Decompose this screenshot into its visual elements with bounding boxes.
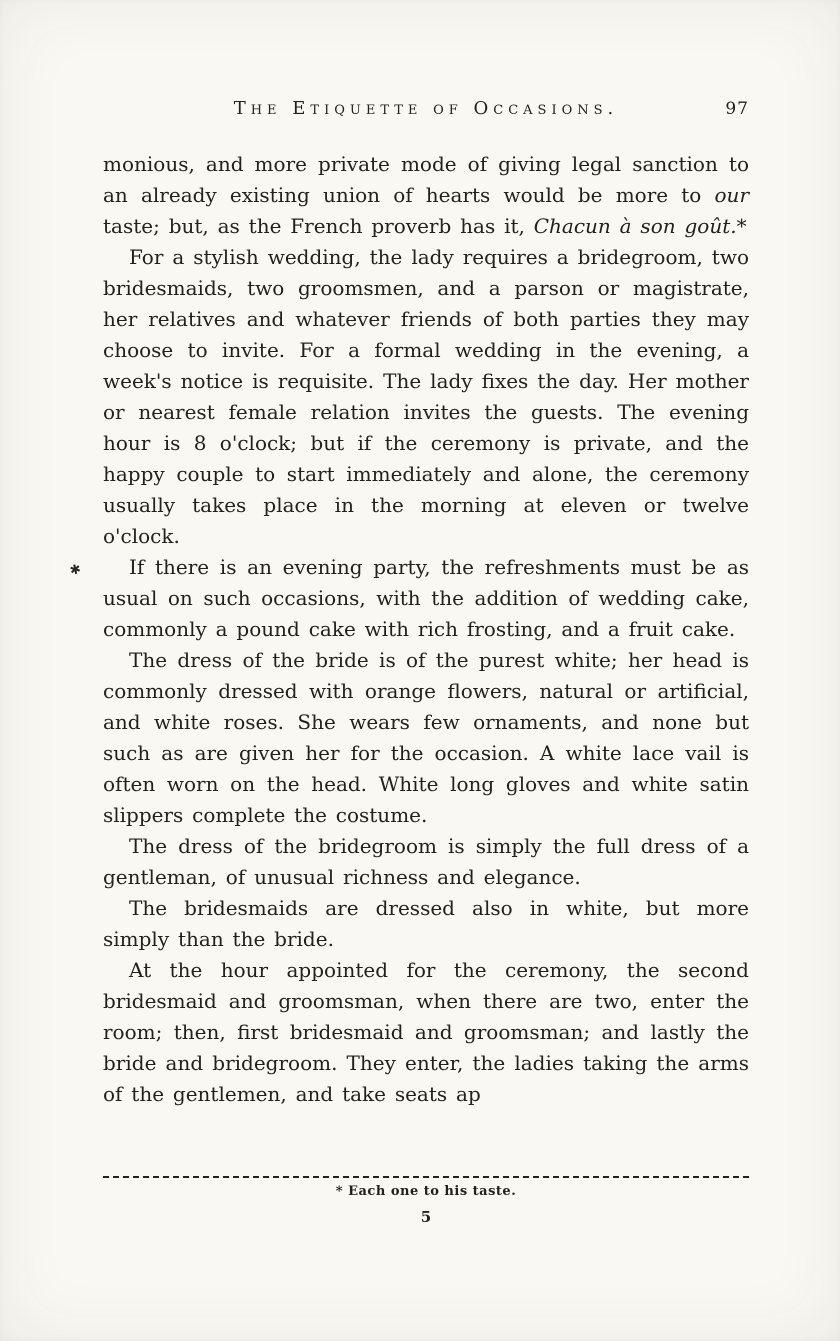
paragraph bbox=[103, 955, 749, 1110]
page-footer bbox=[103, 1176, 749, 1226]
body-text: monious, and more private mode of giving legal sanction to an already existing union of hearts would be more to bbox=[103, 152, 749, 207]
body-paragraphs bbox=[103, 149, 749, 1110]
signature-mark: 5 bbox=[420, 1208, 432, 1226]
margin-ink-mark: ✱ bbox=[68, 562, 83, 579]
running-header bbox=[103, 98, 749, 124]
italic-text: Chacun à son goût.* bbox=[533, 214, 747, 238]
text-column bbox=[103, 98, 749, 1110]
body-text: The dress of the bridegroom is simply the full dress of a gentleman, of unusual richness and elegance. bbox=[103, 834, 749, 889]
paragraph bbox=[103, 831, 749, 893]
paragraph bbox=[103, 242, 749, 552]
footnote-rule bbox=[103, 1176, 749, 1178]
body-text: The dress of the bride is of the purest white; her head is commonly dressed with orange flowers, natural or artificial, and white roses. She wears few ornaments, and none but such as are given her for the occasion. A white lace vail is often worn on the head. White long gloves and white satin slippers complete the costume. bbox=[103, 648, 749, 827]
paragraph bbox=[103, 893, 749, 955]
paragraph bbox=[103, 149, 749, 242]
paragraph bbox=[103, 552, 749, 645]
page-number: 97 bbox=[725, 99, 749, 119]
body-text: If there is an evening party, the refreshments must be as usual on such occasions, with the addition of wedding cake, commonly a pound cake with rich frosting, and a fruit cake. bbox=[103, 555, 749, 641]
body-text: For a stylish wedding, the lady requires a bridegroom, two bridesmaids, two groomsmen, and a parson or magistrate, her relatives and whatever friends of both parties they may choose to invite. For a formal wedding in the evening, a week's notice is requisite. The lady fixes the day. Her mother or nearest female relation invites the guests. The evening hour is 8 o'clock; but if the ceremony is private, and the happy couple to start immediately and alone, the ceremony usually takes place in the morning at eleven or twelve o'clock. bbox=[103, 245, 749, 548]
footnote-text: * Each one to his taste. bbox=[335, 1184, 517, 1199]
italic-text: our bbox=[714, 183, 749, 207]
body-text: The bridesmaids are dressed also in white, but more simply than the bride. bbox=[103, 896, 749, 951]
page-title: The Etiquette of Occasions. bbox=[233, 98, 619, 119]
paragraph bbox=[103, 645, 749, 831]
body-text: At the hour appointed for the ceremony, the second bridesmaid and groomsman, when there are two, enter the room; then, first bridesmaid and groomsman; and lastly the bride and bridegroom. They enter, the ladies taking the arms of the gentlemen, and take seats ap bbox=[103, 958, 749, 1106]
body-text: taste; but, as the French proverb has it, bbox=[103, 214, 534, 238]
